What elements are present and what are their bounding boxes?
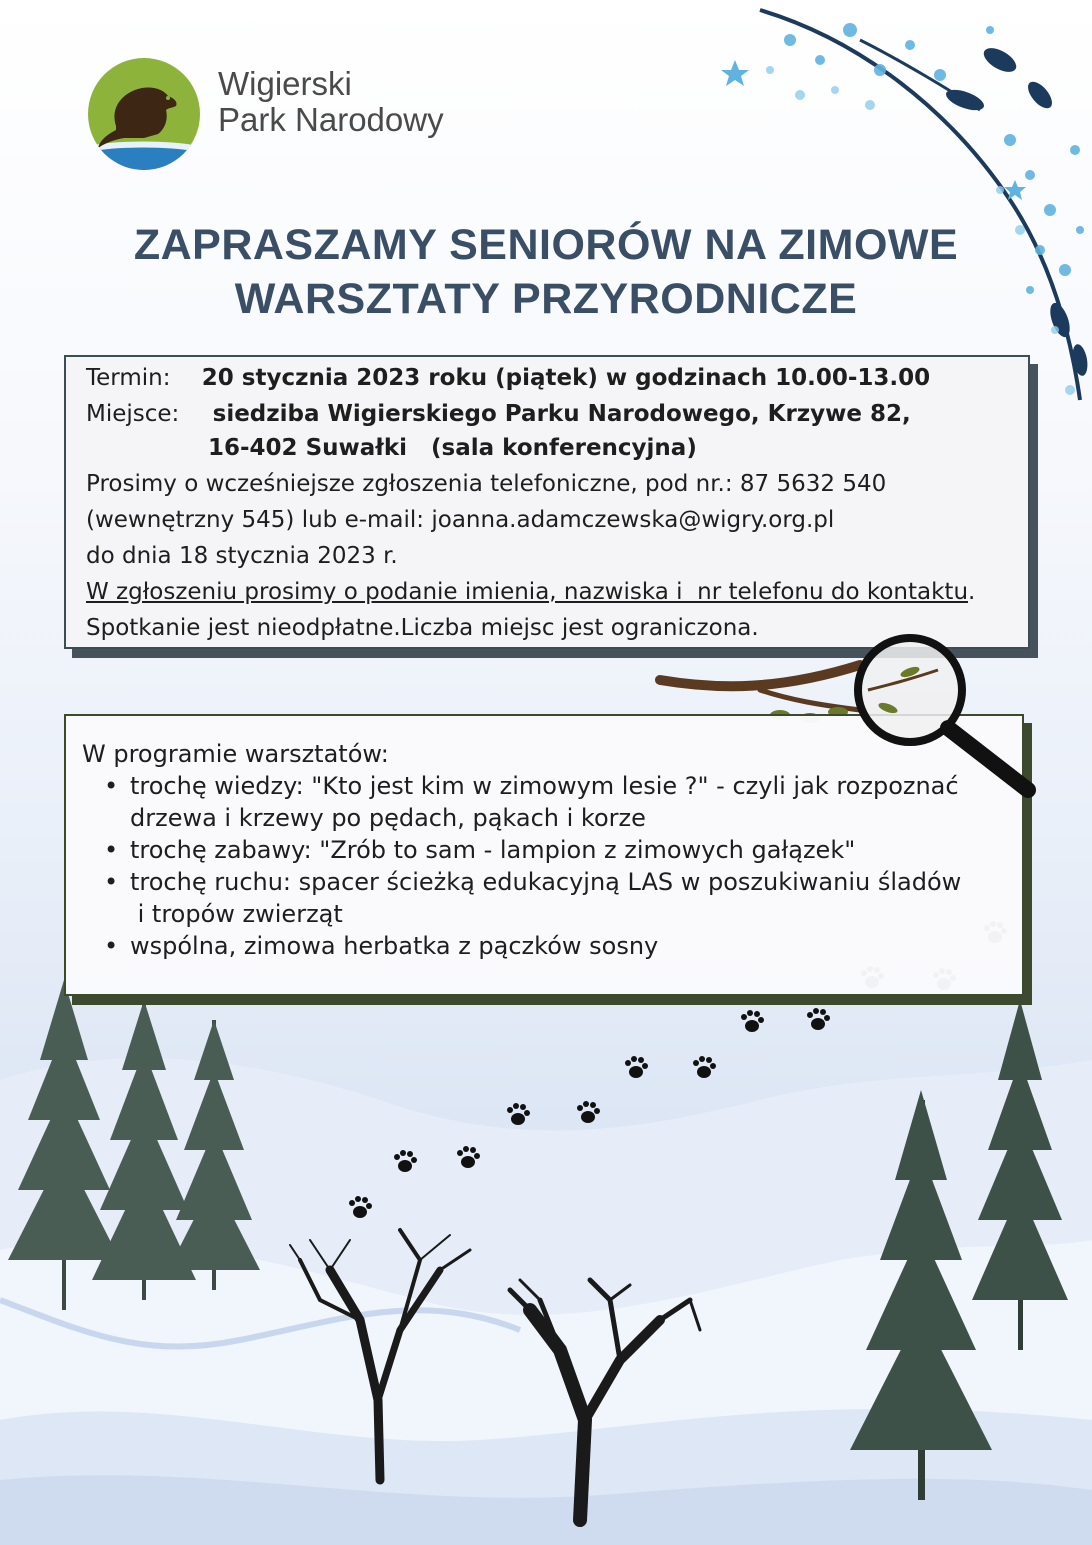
frost-branch-icon bbox=[721, 10, 1090, 400]
park-name bbox=[218, 66, 444, 138]
list-item bbox=[88, 930, 988, 962]
term-label: Termin: bbox=[86, 365, 171, 391]
info-box bbox=[64, 355, 1030, 649]
title-pre: ZAPRASZAMY bbox=[133, 221, 450, 269]
spruce-tree-icon bbox=[8, 980, 260, 1310]
item-text: trochę wiedzy: "Kto jest kim w zimowym lesie ?" - czyli jak rozpoznać bbox=[130, 772, 959, 800]
park-name-line2: Park Narodowy bbox=[218, 101, 444, 138]
item-text: trochę zabawy: "Zrób to sam - lampion z zimowych gałązek" bbox=[130, 836, 856, 864]
place-value-line2: 16-402 Suwałki (sala konferencyjna) bbox=[208, 435, 697, 461]
phone-line: Prosimy o wcześniejsze zgłoszenia telefoniczne, pod nr.: 87 5632 540 bbox=[86, 471, 887, 497]
place-row bbox=[86, 401, 911, 427]
term-row bbox=[86, 365, 930, 391]
item-text: wspólna, zimowa herbatka z pączków sosny bbox=[130, 932, 659, 960]
place-label: Miejsce: bbox=[86, 401, 180, 427]
required-end: . bbox=[968, 579, 976, 605]
title-post: NA ZIMOWE bbox=[692, 221, 959, 269]
list-item bbox=[88, 866, 988, 930]
email-line: (wewnętrzny 545) lub e-mail: joanna.adamczewska@wigry.org.pl bbox=[86, 507, 835, 533]
required-text: W zgłoszeniu prosimy o podanie imienia, nazwiska i nr telefonu do kontaktu bbox=[86, 579, 969, 605]
bare-tree-icon bbox=[290, 1230, 700, 1520]
spruce-tree-icon bbox=[850, 1000, 1068, 1500]
list-item bbox=[88, 834, 988, 866]
title-line1 bbox=[0, 218, 1092, 272]
magnifying-glass-icon bbox=[848, 630, 1048, 810]
item-text-cont: i tropów zwierząt bbox=[130, 900, 343, 928]
required-line bbox=[86, 579, 975, 605]
snow-hill-icon bbox=[0, 1058, 1092, 1545]
title-highlight: SENIORÓW bbox=[449, 221, 693, 269]
beaver-logo-icon bbox=[88, 58, 200, 170]
title-line2: WARSZTATY PRZYRODNICZE bbox=[234, 275, 858, 323]
item-text-cont: drzewa i krzewy po pędach, pąkach i korze bbox=[130, 804, 646, 832]
place-value-line1: siedziba Wigierskiego Parku Narodowego, Krzywe 82, bbox=[212, 401, 911, 427]
park-name-line1: Wigierski bbox=[218, 65, 352, 102]
deadline-line: do dnia 18 stycznia 2023 r. bbox=[86, 543, 398, 569]
term-value: 20 stycznia 2023 roku (piątek) w godzinach 10.00-13.00 bbox=[201, 365, 931, 391]
item-text: trochę ruchu: spacer ścieżką edukacyjną LAS w poszukiwaniu śladów bbox=[130, 868, 962, 896]
program-heading: W programie warsztatów: bbox=[82, 740, 389, 768]
free-line: Spotkanie jest nieodpłatne.Liczba miejsc jest ograniczona. bbox=[86, 615, 759, 641]
place-row-2 bbox=[208, 435, 697, 461]
page-title bbox=[0, 218, 1092, 326]
